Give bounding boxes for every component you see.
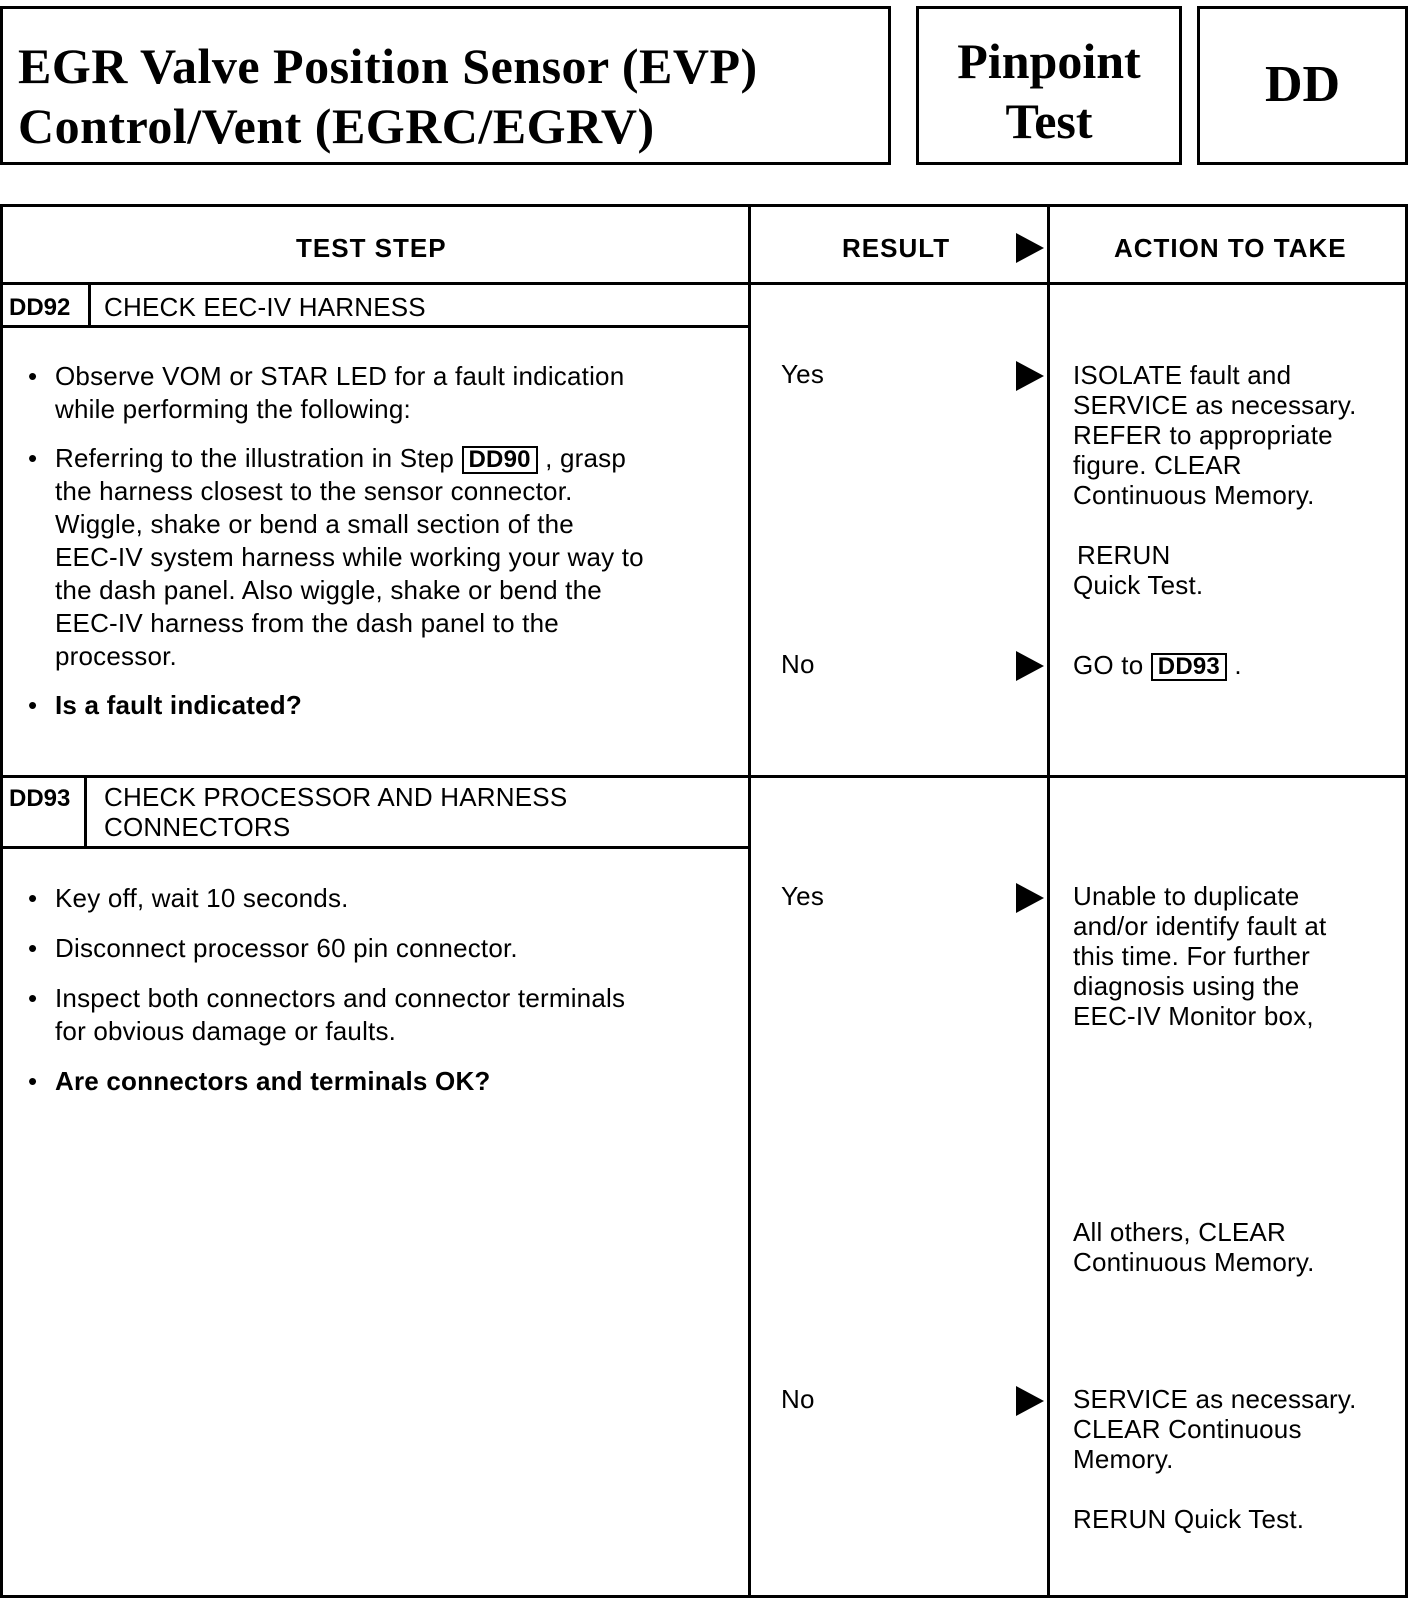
step-text-line: EEC-IV system harness while working your way to [55,542,644,572]
step-text-line: Observe VOM or STAR LED for a fault indication [55,361,625,391]
pinpoint-line1: Pinpoint [957,33,1141,89]
action-text-line: Continuous Memory. [1073,1247,1315,1277]
action-text-line: CLEAR Continuous [1073,1414,1302,1444]
action-text-line: RERUN Quick Test. [1073,1504,1305,1534]
action-text-line: ISOLATE fault and [1073,360,1292,390]
right-triangle-arrow-icon [1016,883,1044,913]
page-title-line2: Control/Vent (EGRC/EGRV) [18,98,655,154]
step-text-line: for obvious damage or faults. [55,1016,397,1046]
column-header-test-step: TEST STEP [296,233,447,263]
step-question-dd93: Are connectors and terminals OK? [55,1066,491,1096]
step-text-line [55,442,626,475]
step-id-divider-dd93 [84,777,87,847]
right-triangle-arrow-icon [1016,233,1044,263]
step-reference-dd93[interactable]: DD93 [1151,653,1227,681]
action-text-line: figure. CLEAR [1073,450,1242,480]
step-text-line: Key off, wait 10 seconds. [55,883,349,913]
action-no-dd93 [1073,1384,1357,1534]
action-text-line: SERVICE as necessary. [1073,390,1357,420]
step-title-line: CONNECTORS [104,812,291,842]
action-text-line: Memory. [1073,1444,1174,1474]
column-divider-action [1047,204,1050,1598]
step-text-line: the harness closest to the sensor connector. [55,476,573,506]
step-text: , grasp [545,443,626,473]
step-title-dd93 [104,782,567,842]
step-id-dd92: DD92 [9,294,71,321]
step-text-line: Disconnect processor 60 pin connector. [55,933,518,963]
column-divider-result [748,204,751,1598]
step-title-dd92: CHECK EEC-IV HARNESS [104,292,426,322]
right-triangle-arrow-icon [1016,651,1044,681]
action-yes-dd93 [1073,881,1326,1031]
action-text-line: REFER to appropriate [1073,420,1333,450]
step-question-dd92: Is a fault indicated? [55,690,302,720]
title-box [0,6,891,165]
action-text-line: this time. For further [1073,941,1311,971]
result-yes-dd92: Yes [781,359,825,389]
step-text-line: Inspect both connectors and connector terminals [55,983,626,1013]
page-title [18,36,758,156]
step-title-underline-dd93 [0,846,748,849]
result-yes-dd93: Yes [781,881,825,911]
action-text-line: SERVICE as necessary. [1073,1384,1357,1414]
bullet: • [28,933,38,963]
action-no-dd92 [1073,650,1242,681]
action-text: . [1234,650,1242,680]
step-text-line: while performing the following: [55,394,411,424]
bullet: • [28,690,38,720]
bullet: • [28,883,38,913]
step-text-line: processor. [55,641,177,671]
pinpoint-box [916,6,1182,165]
step-title-line: CHECK PROCESSOR AND HARNESS [104,782,568,812]
bullet: • [28,443,38,473]
step-divider [0,775,1408,778]
right-triangle-arrow-icon [1016,361,1044,391]
page-title-line1: EGR Valve Position Sensor (EVP) [18,38,758,94]
action-text-line: RERUN [1077,540,1171,570]
action-text-line: Continuous Memory. [1073,480,1315,510]
test-code: DD [1264,56,1341,113]
result-no-dd93: No [781,1384,815,1414]
action-text-line: and/or identify fault at [1073,911,1327,941]
bullet: • [28,1066,38,1096]
column-header-action: ACTION TO TAKE [1114,233,1347,263]
test-code-box [1197,6,1408,165]
step-text-line: Wiggle, shake or bend a small section of the [55,509,574,539]
bullet: • [28,361,38,391]
step-text-line: the dash panel. Also wiggle, shake or bend the [55,575,602,605]
action-text-line: diagnosis using the [1073,971,1300,1001]
bullet: • [28,983,38,1013]
step-title-underline-dd92 [0,325,748,328]
step-id-dd93: DD93 [9,785,71,812]
action-text: GO to [1073,650,1144,680]
step-text-line: EEC-IV harness from the dash panel to the [55,608,559,638]
action-text-line: All others, CLEAR [1073,1217,1286,1247]
action-text-line: EEC-IV Monitor box, [1073,1001,1314,1031]
pinpoint-label [919,31,1179,151]
header-divider [0,282,1408,285]
action-yes-dd92 [1073,360,1357,600]
step-reference-dd90[interactable]: DD90 [462,446,538,474]
pinpoint-line2: Test [1005,93,1093,149]
step-text: Referring to the illustration in Step [55,443,455,473]
right-triangle-arrow-icon [1016,1386,1044,1416]
column-header-result: RESULT [842,233,951,263]
action-others-dd93 [1073,1217,1315,1277]
result-no-dd92: No [781,649,815,679]
step-id-divider-dd92 [88,284,91,326]
action-text-line: Unable to duplicate [1073,881,1300,911]
action-text-line: Quick Test. [1073,570,1204,600]
